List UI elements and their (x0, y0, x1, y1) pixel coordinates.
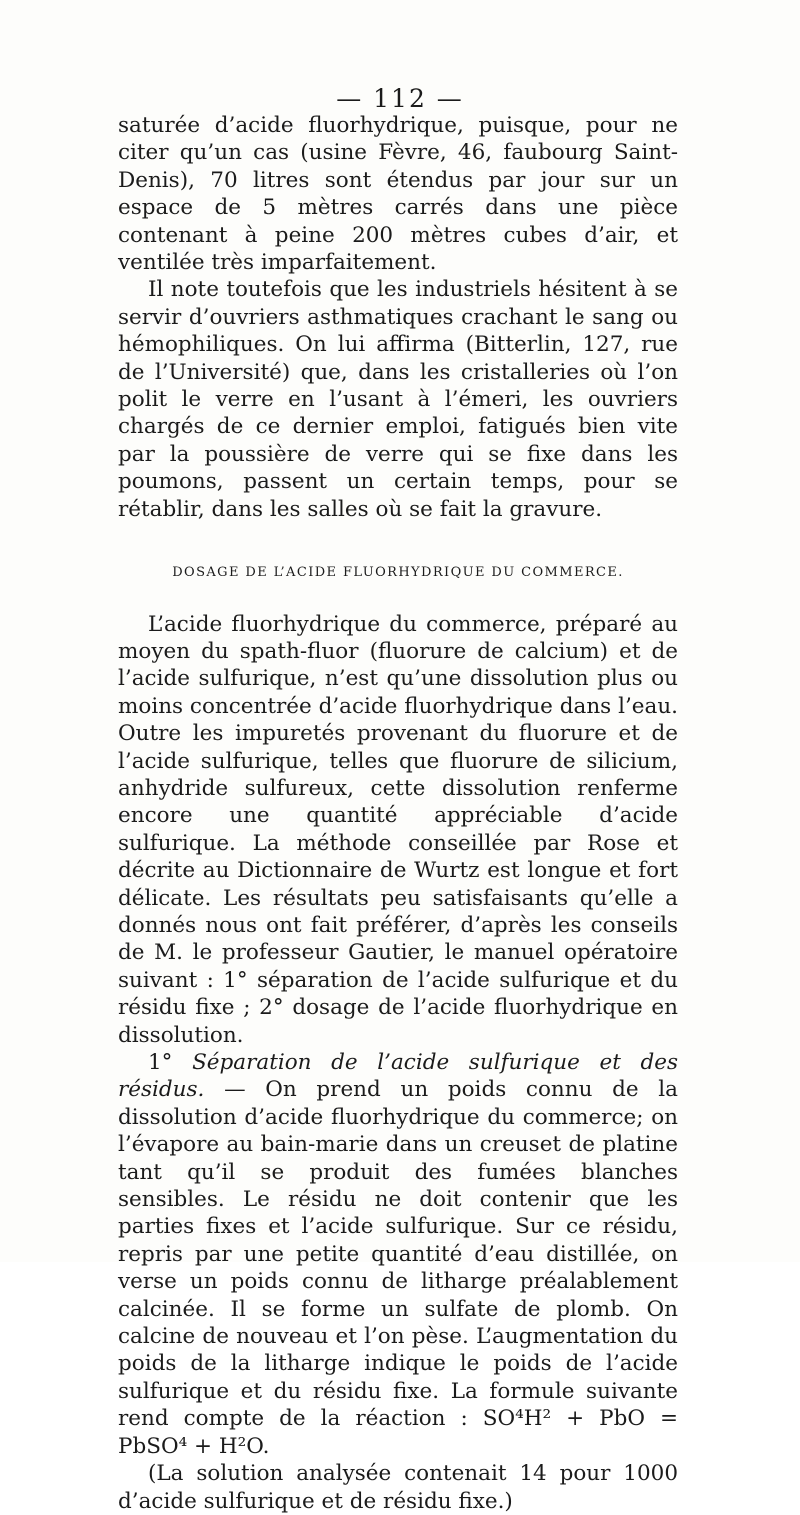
step-number: 1° (148, 1050, 173, 1075)
section-heading: DOSAGE DE L’ACIDE FLUORHYDRIQUE DU COMMERCE. (172, 565, 624, 581)
paragraph-bitterlin: Il note toutefois que les industriels hésitent à se servir d’ouvriers asthmatiques crachant le sang ou hémophiliques. On lui affirma (Bitterlin, 127, rue de l’Université) que, dans les cristalleries où l’on polit le verre en l’usant à l’émeri, les ouvriers chargés de ce dernier emploi, fatigués bien vite par la poussière de verre qui se fixe dans les poumons, passent un certain temps, pour se rétablir, dans les salles où se fait la gravure. (118, 277, 678, 522)
step-text: — On prend un poids connu de la dissolution d’acide fluorhydrique du commerce; on l’évapore au bain-marie dans un creuset de platine tant qu’il se produit des fumées blanches sensibles. Le résidu ne doit contenir que les parties fixes et l’acide sulfurique. Sur ce résidu, repris par une petite quantité d’eau distillée, on verse un poids connu de litharge préalablement calcinée. Il se forme un sulfate de plomb. On calcine de nouveau et l’on pèse. L’augmentation du poids de la litharge indique le poids de l’acide sulfurique et du résidu fixe. La formule suivante rend compte de la réaction : SO⁴H² + PbO = PbSO⁴ + H²O. (118, 1077, 678, 1459)
paragraph-note: (La solution analysée contenait 14 pour 1000 d’acide sulfurique et de résidu fixe.) (118, 1461, 678, 1514)
step-title: Séparation de l’acide sulfurique et des résidus. (118, 1050, 678, 1103)
page-body (118, 112, 678, 1515)
page-number: — 112 — (336, 84, 464, 113)
paragraph-continued: saturée d’acide fluorhydrique, puisque, pour ne citer qu’un cas (usine Fèvre, 46, faubourg Saint-Denis), 70 litres sont étendus par jour sur un espace de 5 mètres carrés dans une pièce contenant à peine 200 mètres cubes d’air, et ventilée très imparfaitement. (118, 113, 678, 276)
paragraph-separation (118, 1049, 678, 1460)
paragraph-commercial-acid: L’acide fluorhydrique du commerce, préparé au moyen du spath-fluor (fluorure de calcium) et de l’acide sulfurique, n’est qu’une dissolution plus ou moins concentrée d’acide fluorhydrique dans l’eau. Outre les impuretés provenant du fluorure et de l’acide sulfurique, telles que fluorure de silicium, anhydride sulfureux, cette dissolution renferme encore une quantité appréciable d’acide sulfurique. La méthode conseillée par Rose et décrite au Dictionnaire de Wurtz est longue et fort délicate. Les résultats peu satisfaisants qu’elle a donnés nous ont fait préférer, d’après les conseils de M. le professeur Gautier, le manuel opératoire suivant : 1° séparation de l’acide sulfurique et du résidu fixe ; 2° dosage de l’acide fluorhydrique en dissolution. (118, 611, 678, 1048)
